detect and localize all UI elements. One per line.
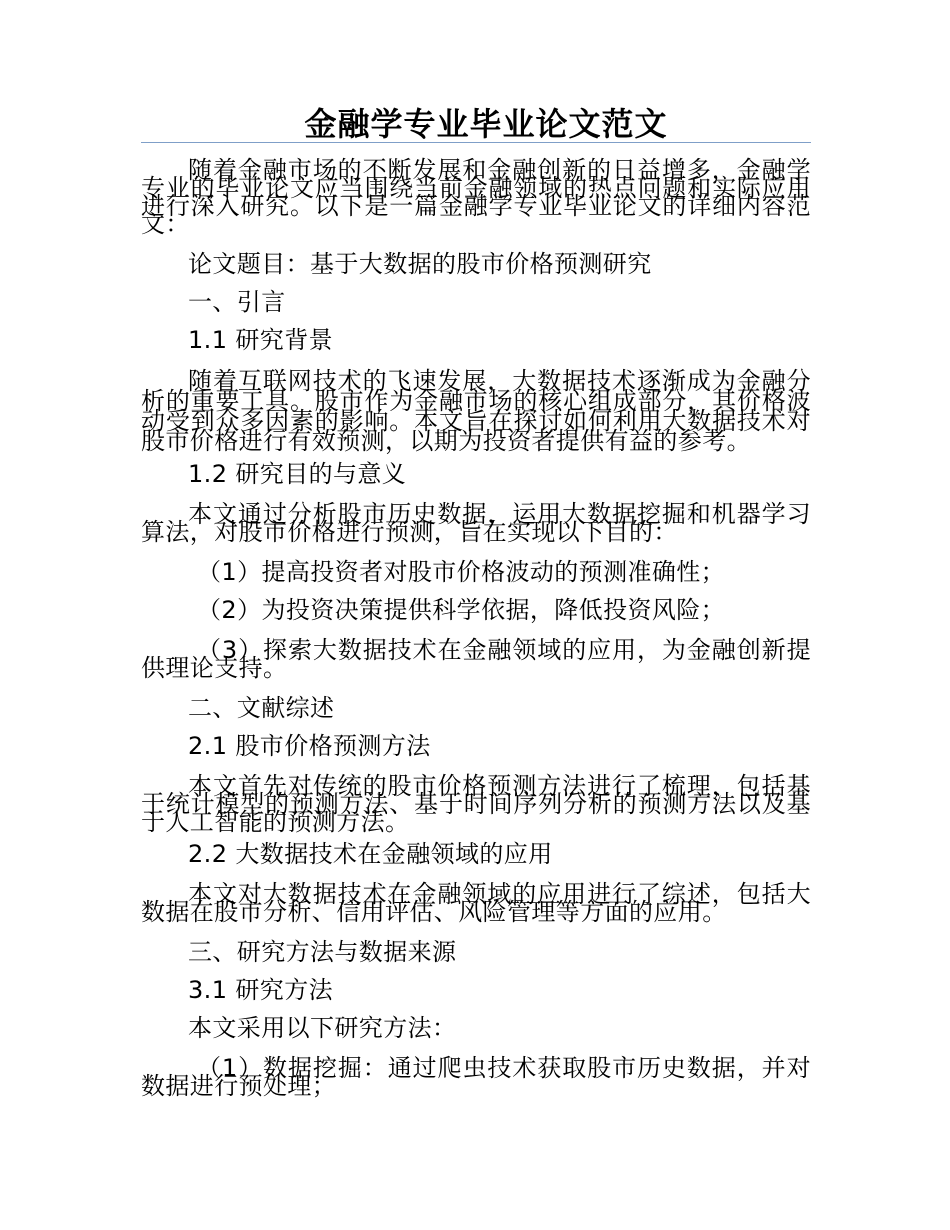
purpose-item-1: （1）提高投资者对股市价格波动的预测准确性； [197,558,726,586]
subsection-heading-1-2: 1.2 研究目的与意义 [188,460,407,488]
method-item-1: （1）数据挖掘：通过爬虫技术获取股市历史数据，并对数据进行预处理； [141,1054,811,1100]
document-page [141,98,811,1099]
research-methods-intro: 本文采用以下研究方法： [188,1014,457,1042]
title-block [141,98,811,143]
subsection-heading-3-1: 3.1 研究方法 [188,976,333,1004]
purpose-paragraph: 本文通过分析股市历史数据，运用大数据挖掘和机器学习算法，对股市价格进行预测，旨在实现以下目的： [141,500,811,546]
section-heading-1: 一、引言 [188,288,286,316]
subsection-heading-2-2: 2.2 大数据技术在金融领域的应用 [188,840,553,868]
intro-paragraph: 随着金融市场的不断发展和金融创新的日益增多，金融学专业的毕业论文应当围绕当前金融领域的热点问题和实际应用进行深入研究。以下是一篇金融学专业毕业论文的详细内容范文： [141,156,811,238]
document-title: 金融学专业毕业论文范文 [304,105,668,143]
purpose-item-2: （2）为投资决策提供科学依据，降低投资风险； [197,596,726,624]
purpose-item-3: （3）探索大数据技术在金融领域的应用，为金融创新提供理论支持。 [141,636,811,682]
subsection-heading-2-1: 2.1 股市价格预测方法 [188,732,431,760]
thesis-topic: 论文题目：基于大数据的股市价格预测研究 [188,250,652,278]
section-heading-2: 二、文献综述 [188,694,335,722]
bigdata-paragraph: 本文对大数据技术在金融领域的应用进行了综述，包括大数据在股市分析、信用评估、风险管理等方面的应用。 [141,880,811,926]
section-heading-3: 三、研究方法与数据来源 [188,938,457,966]
methods-paragraph: 本文首先对传统的股市价格预测方法进行了梳理，包括基于统计模型的预测方法、基于时间序列分析的预测方法以及基于人工智能的预测方法。 [141,772,811,836]
subsection-heading-1-1: 1.1 研究背景 [188,326,333,354]
background-paragraph: 随着互联网技术的飞速发展，大数据技术逐渐成为金融分析的重要工具。股市作为金融市场的核心组成部分，其价格波动受到众多因素的影响。本文旨在探讨如何利用大数据技术对股市价格进行有效预测，以期为投资者提供有益的参考。 [141,367,811,455]
